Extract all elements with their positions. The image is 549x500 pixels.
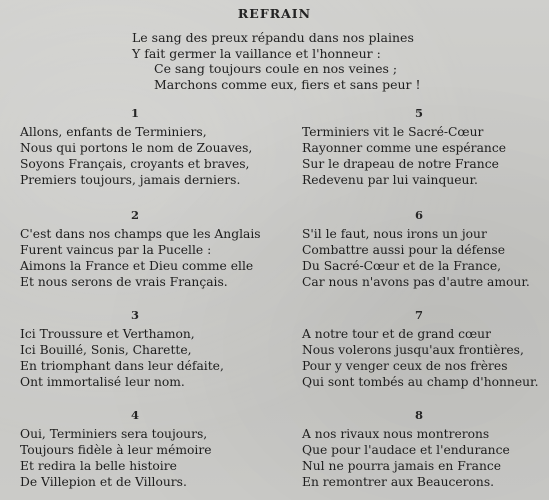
verse-line: Allons, enfants de Terminiers, — [20, 125, 207, 139]
verse-line: Nul ne pourra jamais en France — [302, 459, 502, 473]
stanza-6 — [302, 208, 549, 290]
verse-line: Sur le drapeau de notre France — [302, 157, 499, 171]
verse-line: Que pour l'audace et l'endurance — [302, 443, 510, 457]
verse-line: Ici Troussure et Verthamon, — [20, 327, 195, 341]
stanza-4 — [20, 408, 280, 490]
stanza-number: 7 — [414, 308, 423, 322]
verse-line: Premiers toujours, jamais derniers. — [20, 173, 241, 187]
verse-line: Redevenu par lui vainqueur. — [302, 173, 478, 187]
verse-line: Pour y venger ceux de nos frères — [302, 359, 508, 373]
verse-line: Aimons la France et Dieu comme elle — [20, 259, 254, 273]
stanza-number: 3 — [130, 308, 139, 322]
verse-line: En remontrer aux Beaucerons. — [302, 475, 495, 489]
stanza-number: 2 — [130, 208, 139, 222]
refrain-line: Marchons comme eux, fiers et sans peur ! — [154, 76, 421, 92]
refrain-line: Le sang des preux répandu dans nos plaines — [132, 30, 414, 45]
verse-line: Car nous n'avons pas d'autre amour. — [302, 275, 530, 289]
verse-line: Rayonner comme une espérance — [302, 141, 506, 155]
refrain-line: Y fait germer la vaillance et l'honneur : — [132, 45, 381, 61]
verse-line: De Villepion et de Villours. — [20, 475, 187, 489]
verse-line: Qui sont tombés au champ d'honneur. — [302, 375, 539, 389]
verse-line: C'est dans nos champs que les Anglais — [20, 227, 261, 241]
stanza-7 — [302, 308, 549, 390]
refrain-line: Ce sang toujours coule en nos veines ; — [154, 61, 398, 76]
stanza-5 — [302, 106, 549, 188]
stanza-number: 1 — [130, 106, 139, 120]
verse-line: S'il le faut, nous irons un jour — [302, 227, 487, 241]
verse-line: En triomphant dans leur défaite, — [20, 359, 224, 373]
stanza-1 — [20, 106, 280, 188]
verse-line: A nos rivaux nous montrerons — [302, 427, 490, 441]
verse-line: Nous volerons jusqu'aux frontières, — [302, 343, 524, 357]
stanza-number: 5 — [414, 106, 423, 120]
verse-line: Toujours fidèle à leur mémoire — [20, 443, 212, 457]
stanza-number: 8 — [414, 408, 423, 422]
verse-line: Ont immortalisé leur nom. — [20, 375, 185, 389]
verse-line: Nous qui portons le nom de Zouaves, — [20, 141, 253, 155]
verse-line: Soyons Français, croyants et braves, — [20, 157, 250, 171]
verse-line: Oui, Terminiers sera toujours, — [20, 427, 208, 441]
verse-line: A notre tour et de grand cœur — [302, 327, 491, 341]
verse-line: Combattre aussi pour la défense — [302, 243, 505, 257]
verse-line: Terminiers vit le Sacré-Cœur — [302, 125, 484, 139]
refrain-block — [132, 30, 421, 92]
stanza-number: 4 — [130, 408, 139, 422]
stanza-number: 6 — [414, 208, 423, 222]
verse-line: Et nous serons de vrais Français. — [20, 275, 228, 289]
stanza-2 — [20, 208, 280, 290]
refrain-title: REFRAIN — [237, 6, 312, 21]
verse-line: Furent vaincus par la Pucelle : — [20, 243, 212, 257]
stanza-8 — [302, 408, 549, 490]
verse-line: Ici Bouillé, Sonis, Charette, — [20, 343, 192, 357]
stanza-3 — [20, 308, 280, 390]
verse-line: Et redira la belle histoire — [20, 459, 177, 473]
verse-line: Du Sacré-Cœur et de la France, — [302, 259, 502, 273]
